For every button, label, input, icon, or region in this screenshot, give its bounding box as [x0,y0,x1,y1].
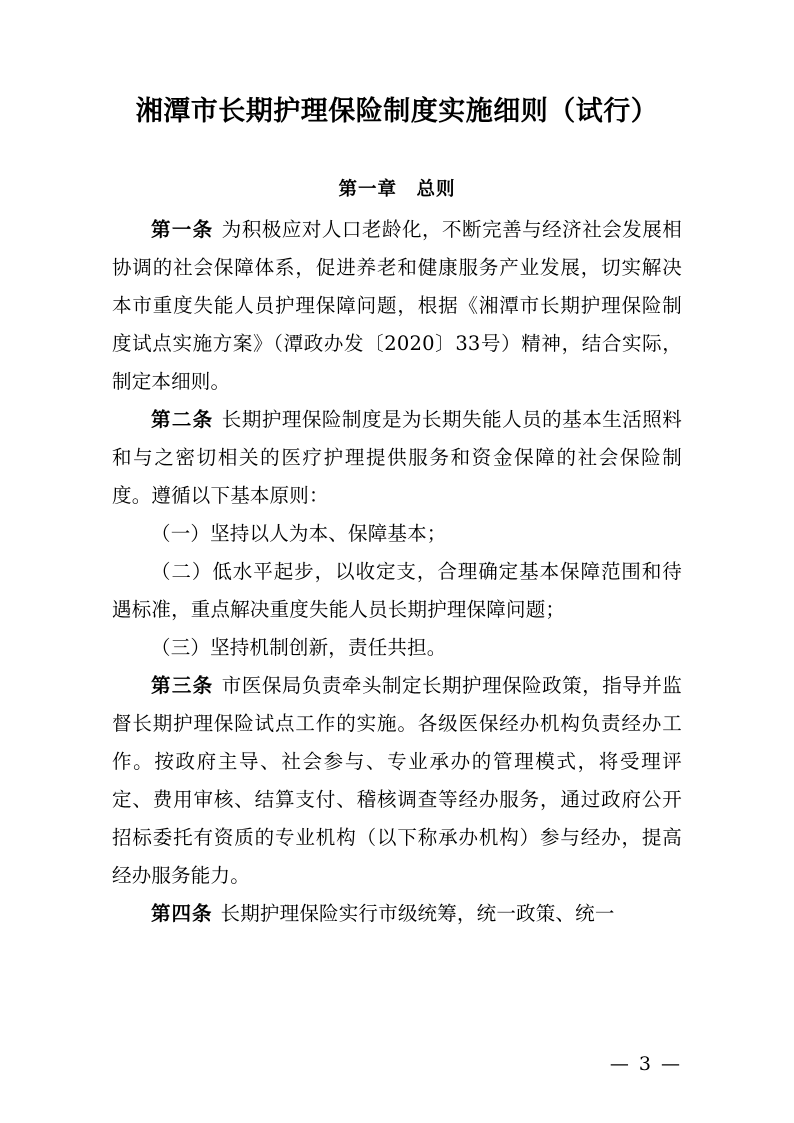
paragraph-item-2: （二）低水平起步，以收定支，合理确定基本保障范围和待遇标准，重点解决重度失能人员长期护理保障问题； [112,559,682,621]
paragraph-text-2: 长期护理保险制度是为长期失能人员的基本生活照料和与之密切相关的医疗护理提供服务和资金保障的社会保险制度。遵循以下基本原则： [112,407,682,507]
chapter-heading: 第一章 总则 [338,178,456,200]
page-number: — 3 — [609,1053,682,1075]
paragraph-article-3 [112,667,682,895]
paragraph-item-1: （一）坚持以人为本、保障基本； [151,521,447,545]
paragraph-text-1: 为积极应对人口老龄化，不断完善与经济社会发展相协调的社会保障体系，促进养老和健康服务产业发展，切实解决本市重度失能人员护理保障问题，根据《湘潭市长期护理保险制度试点实施方案》（潭政办发〔2020〕33号）精神，结合实际，制定本细则。 [112,217,682,393]
paragraph-item-3: （三）坚持机制创新，责任共担。 [151,635,447,659]
paragraph-text-3: 市医保局负责牵头制定长期护理保险政策，指导并监督长期护理保险试点工作的实施。各级医保经办机构负责经办工作。按政府主导、社会参与、专业承办的管理模式，将受理评定、费用审核、结算支付、稽核调查等经办服务，通过政府公开招标委托有资质的专业机构（以下称承办机构）参与经办，提高经办服务能力。 [112,673,682,887]
paragraph-article-1 [112,211,682,401]
paragraph-article-4 [112,895,682,933]
article-tag-2: 第二条 [151,407,214,431]
paragraph-article-2 [112,401,682,515]
page-title: 湘潭市长期护理保险制度实施细则（试行） [135,96,659,127]
article-tag-1: 第一条 [151,217,214,241]
article-tag-4: 第四条 [151,901,213,925]
paragraph-text-4: 长期护理保险实行市级统筹，统一政策、统一 [220,901,615,925]
article-tag-3: 第三条 [151,673,214,697]
